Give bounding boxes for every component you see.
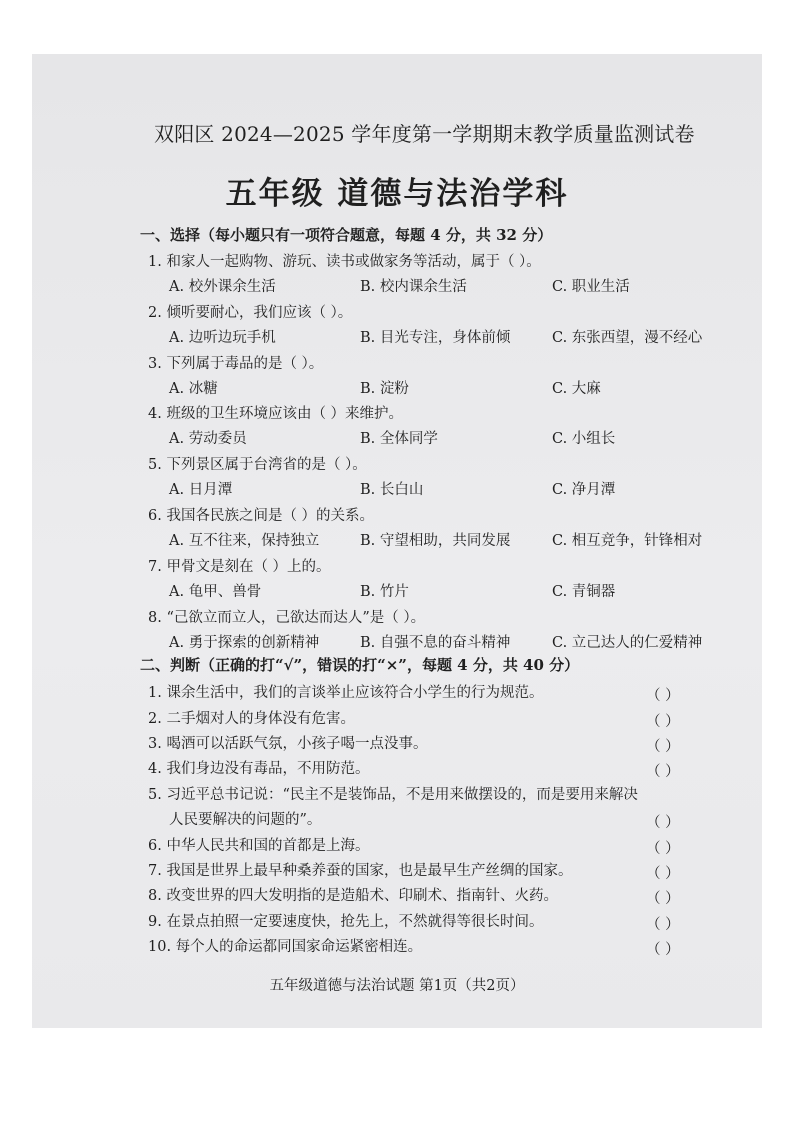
choice-question-stem: 2. 倾听要耐心，我们应该（ ）。	[148, 304, 353, 321]
choice-option-b: B. 自强不息的奋斗精神	[360, 634, 511, 651]
choice-option-b: B. 守望相助，共同发展	[360, 533, 511, 549]
answer-blank: （ ）	[646, 739, 680, 755]
page-footer: 五年级道德与法治试题 第1页（共2页）	[269, 978, 525, 994]
choice-option-b: B. 淀粉	[360, 380, 409, 397]
choice-option-a: A. 龟甲、兽骨	[169, 583, 262, 600]
answer-blank: （ ）	[646, 841, 680, 857]
choice-option-c: C. 青铜器	[552, 583, 616, 600]
choice-question-stem: 1. 和家人一起购物、游玩、读书或做家务等活动，属于（ ）。	[148, 254, 541, 270]
choice-option-c: C. 职业生活	[552, 279, 630, 295]
choice-option-c: C. 大麻	[552, 380, 601, 397]
choice-option-c: C. 立己达人的仁爱精神	[552, 634, 703, 651]
judge-question-text: 1. 课余生活中，我们的言谈举止应该符合小学生的行为规范。	[148, 685, 544, 701]
choice-option-a: A. 日月潭	[169, 482, 233, 499]
subject-title: 五年级 道德与法治学科	[225, 176, 569, 212]
judge-question-text: 5. 习近平总书记说：“民主不是装饰品，不是用来做摆设的，而是要用来解决	[148, 787, 638, 803]
choice-option-c: C. 小组长	[552, 431, 616, 448]
judge-question-text: 3. 喝酒可以活跃气氛，小孩子喝一点没事。	[148, 736, 428, 752]
exam-paper	[32, 54, 762, 1028]
choice-question-stem: 3. 下列属于毒品的是（ ）。	[148, 355, 324, 372]
choice-option-c: C. 东张西望，漫不经心	[552, 329, 703, 346]
answer-blank: （ ）	[646, 866, 680, 882]
judge-question-text: 8. 改变世界的四大发明指的是造船术、印刷术、指南针、火药。	[148, 888, 558, 904]
judge-question-text: 9. 在景点拍照一定要速度快，抢先上，不然就得等很长时间。	[148, 914, 544, 930]
answer-blank: （ ）	[646, 688, 680, 704]
choice-option-c: C. 相互竞争，针锋相对	[552, 533, 703, 549]
answer-blank: （ ）	[646, 917, 680, 933]
choice-question-stem: 8. “己欲立而立人，己欲达而达人”是（ ）。	[148, 609, 426, 626]
choice-option-b: B. 校内课余生活	[360, 279, 467, 295]
choice-question-stem: 5. 下列景区属于台湾省的是（ ）。	[148, 457, 367, 474]
choice-option-b: B. 长白山	[360, 482, 424, 499]
choice-question-stem: 7. 甲骨文是刻在（ ）上的。	[148, 558, 331, 575]
answer-blank: （ ）	[646, 815, 680, 831]
choice-option-a: A. 互不往来，保持独立	[169, 533, 320, 549]
answer-blank: （ ）	[646, 942, 680, 958]
choice-option-a: A. 劳动委员	[169, 431, 247, 448]
judge-question-text: 4. 我们身边没有毒品，不用防范。	[148, 761, 370, 777]
choice-option-a: A. 边听边玩手机	[169, 329, 276, 346]
choice-question-stem: 6. 我国各民族之间是（ ）的关系。	[148, 508, 375, 524]
exam-title: 双阳区 2024—2025 学年度第一学期期末教学质量监测试卷	[154, 122, 695, 146]
judge-question-text: 2. 二手烟对人的身体没有危害。	[148, 711, 355, 727]
answer-blank: （ ）	[646, 764, 680, 780]
choice-option-b: B. 竹片	[360, 583, 409, 600]
choice-question-stem: 4. 班级的卫生环境应该由（ ）来维护。	[148, 406, 404, 423]
judge-question-text: 10. 每个人的命运都同国家命运紧密相连。	[148, 939, 423, 955]
choice-option-a: A. 冰糖	[169, 380, 218, 397]
judge-question-text: 6. 中华人民共和国的首都是上海。	[148, 838, 370, 854]
choice-option-b: B. 全体同学	[360, 431, 438, 448]
judge-question-text: 7. 我国是世界上最早种桑养蚕的国家，也是最早生产丝绸的国家。	[148, 863, 573, 879]
section-2-title: 二、判断（正确的打“√”，错误的打“×”，每题 4 分，共 40 分）	[140, 656, 580, 674]
answer-blank: （ ）	[646, 714, 680, 730]
choice-option-a: A. 勇于探索的创新精神	[169, 634, 320, 651]
judge-question-text: 人民要解决的问题的”。	[169, 812, 322, 828]
choice-option-b: B. 目光专注，身体前倾	[360, 329, 511, 346]
section-1-title: 一、选择（每小题只有一项符合题意，每题 4 分，共 32 分）	[140, 226, 553, 244]
choice-option-a: A. 校外课余生活	[169, 279, 276, 295]
choice-option-c: C. 净月潭	[552, 482, 616, 499]
answer-blank: （ ）	[646, 891, 680, 907]
